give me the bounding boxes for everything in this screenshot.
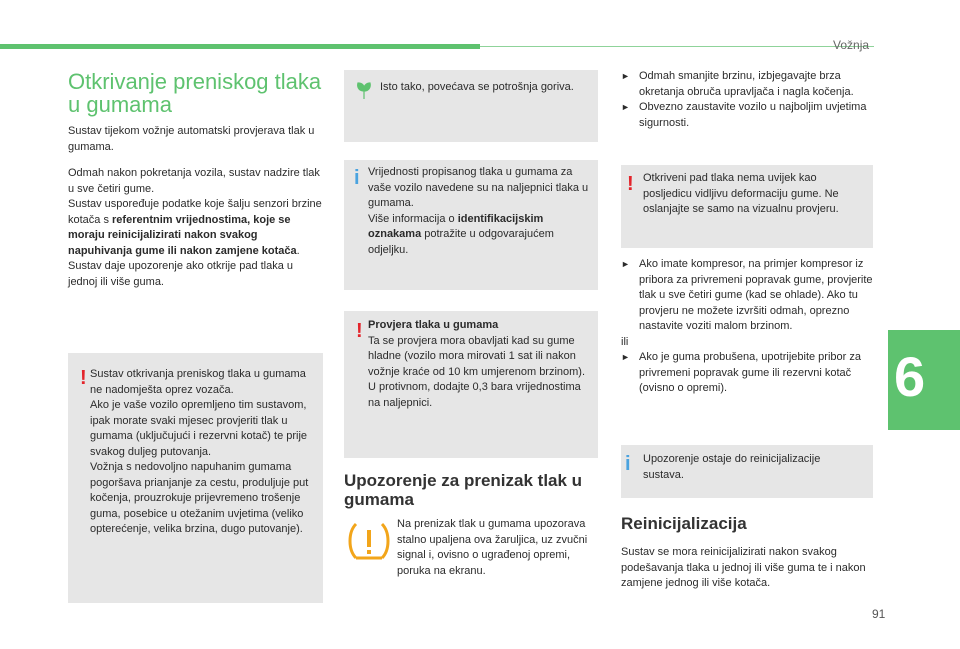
info-box-2 — [621, 445, 873, 498]
bullet-item-4 — [621, 350, 873, 397]
warning-line-1: Sustav otkrivanja preniskog tlaka u gumama ne nadomješta oprez vozača. — [90, 368, 306, 396]
reset-paragraph: Sustav se mora reinicijalizirati nakon svakog podešavanja tlaka u jednoj ili više guma te i nakon zamjene jednog ili više kotača. — [621, 546, 866, 589]
triangle-bullet-icon: ► — [621, 259, 630, 269]
system-bold-text: referentnim vrijednostima, koje se moraju reinicijalizirati nakon svakog napuhivanja gume ili nakon zamjene kotača — [68, 213, 297, 257]
bullet-item-4-text: Ako je guma probušena, upotrijebite pribor za privremeni popravak gume ili rezervni kotač (ovisno o opremi). — [639, 351, 861, 394]
tyre-pressure-warning-icon — [346, 522, 392, 560]
or-text: ili — [621, 335, 629, 348]
bullet-list-2 — [621, 257, 873, 397]
eco-text: Isto tako, povećava se potrošnja goriva. — [380, 81, 574, 93]
exclamation-icon: ! — [627, 173, 634, 195]
info-bold: identifikacijskim oznakama — [368, 212, 544, 240]
system-end: . — [296, 244, 300, 257]
eco-leaf-icon — [356, 82, 372, 100]
header-rule — [480, 46, 874, 47]
eco-box — [344, 70, 598, 142]
bullet-item-1 — [621, 69, 873, 100]
warning-line-2: Ako je vaše vozilo opremljeno tim sustavom, ipak morate svaki mjesec provjeriti tlak u gumama (uključujući i rezervni kotač) te prije svakog duljeg putovanja. — [90, 399, 308, 458]
check-title: Provjera tlaka u gumama — [368, 319, 499, 331]
alert-heading: Upozorenje za prenizak tlak u gumama — [344, 471, 583, 509]
intro-paragraph: Sustav tijekom vožnje automatski provjerava tlak u gumama. — [68, 125, 315, 153]
system-paragraph — [68, 166, 324, 290]
triangle-bullet-icon: ► — [621, 352, 630, 362]
info-box-2-text: Upozorenje ostaje do reinicijalizacije sustava. — [643, 453, 821, 481]
reset-heading: Reinicijalizacija — [621, 514, 747, 533]
system-line-3: Sustav daje upozorenje ako otkrije pad tlaka u jednoj ili više guma. — [68, 260, 294, 288]
info-post: potražite u odgovarajućem odjeljku. — [368, 228, 554, 256]
bullet-item-2 — [621, 100, 873, 131]
info-icon: i — [625, 453, 631, 475]
warning-line-3: Vožnja s nedovoljno napuhanim gumama pogoršava prianjanje za cestu, produljuje put kočenja, prouzrokuje prijevremeno trošenje guma, posebice u otežanim uvjetima (veliko opterećenje, velika brzina, dugo putovanje). — [90, 461, 309, 535]
info-box-1 — [344, 160, 598, 290]
header-accent-bar — [0, 44, 480, 49]
bullet-item-3 — [621, 257, 873, 335]
bullet-item-3-text: Ako imate kompresor, na primjer kompresor iz pribora za privremeni popravak gume, provjerite tlak u sve četiri gume (kad se ohlade). Ako tu provjeru ne možete izvršiti odmah, oprezno nastavite voziti malom brzinom. — [639, 258, 873, 332]
info-box-1-text — [368, 165, 590, 258]
check-box-text — [368, 318, 594, 411]
system-line-2-text: Sustav uspoređuje podatke koje šalju senzori brzine kotača s — [68, 198, 322, 226]
check-line-1: Ta se provjera mora obavljati kad su gume hladne (vozilo mora mirovati 1 sat ili nakon vožnje kraće od 10 km umjerenom brzinom). — [368, 334, 586, 378]
bullet-item-1-text: Odmah smanjite brzinu, izbjegavajte brza okretanja obruča upravljača i nagla kočenja. — [639, 70, 854, 98]
bullet-item-2-text: Obvezno zaustavite vozilo u najboljim uvjetima sigurnosti. — [639, 101, 867, 129]
exclamation-icon: ! — [80, 367, 87, 389]
system-line-2 — [68, 197, 324, 259]
warning-box-1-text — [90, 367, 318, 538]
info-line-1: Vrijednosti propisanog tlaka u gumama za vaše vozilo navedene su na naljepnici tlaka u gumama. — [368, 166, 589, 209]
check-box — [344, 311, 598, 458]
system-line-1: Odmah nakon pokretanja vozila, sustav nadzire tlak u sve četiri gume. — [68, 167, 320, 195]
exclamation-icon: ! — [356, 320, 363, 342]
page-title: Otkrivanje preniskog tlaka u gumama — [68, 69, 322, 117]
info-icon: i — [354, 167, 360, 189]
alert-text: Na prenizak tlak u gumama upozorava stalno upaljena ova žaruljica, uz zvučni signal i, ovisno o ugrađenoj opremi, poruka na ekranu. — [397, 518, 588, 577]
page-number: 91 — [872, 607, 886, 621]
triangle-bullet-icon: ► — [621, 102, 630, 112]
warning-box-2 — [621, 165, 873, 248]
info-line-2 — [368, 212, 590, 259]
chapter-number: 6 — [894, 345, 926, 408]
triangle-bullet-icon: ► — [621, 71, 630, 81]
warning-box-1 — [68, 353, 323, 603]
section-label: Vožnja — [833, 38, 870, 52]
warning-box-2-text: Otkriveni pad tlaka nema uvijek kao posljedicu vidljivu deformaciju gume. Ne oslanjajte se samo na vizualnu provjeru. — [643, 172, 839, 215]
check-line-2: U protivnom, dodajte 0,3 bara vrijednostima na naljepnici. — [368, 381, 581, 409]
bullet-list-1 — [621, 69, 873, 131]
info-pre: Više informacija o — [368, 212, 455, 225]
